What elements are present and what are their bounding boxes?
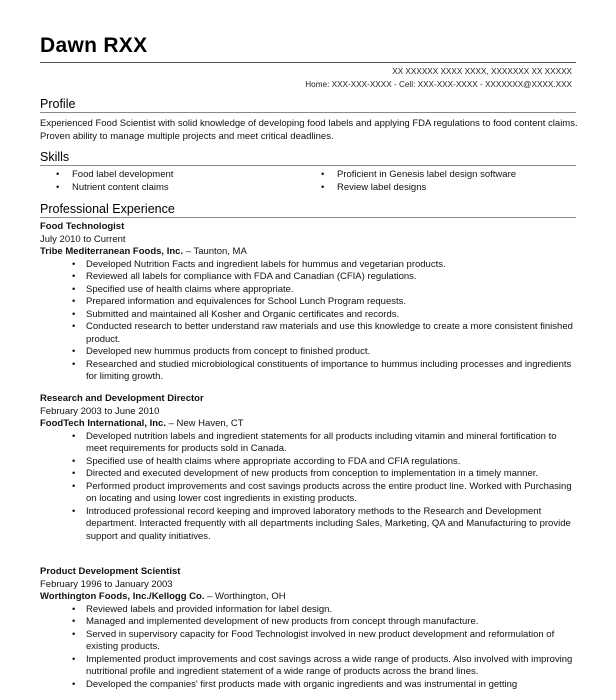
job-entry	[40, 393, 580, 543]
bullet-item: • Introduced professional record keeping and improved laboratory methods to the Research and Development department. Interacted frequently with all departments including Sales, Marketing, QA and Manufacturing to provide support and quality initiatives.	[72, 506, 580, 544]
skill-item: • Proficient in Genesis label design software	[321, 168, 571, 181]
bullet-item: • Submitted and maintained all Kosher and Organic certificates and records.	[72, 309, 580, 322]
bullet-item: • Conducted research to better understand raw materials and use this knowledge to create a more consistent finished product.	[72, 321, 580, 346]
skill-item: • Review label designs	[321, 181, 571, 194]
bullet-item: • Developed Nutrition Facts and ingredient labels for hummus and vegetarian products.	[72, 259, 580, 272]
bullet-item: • Managed and implemented development of new products from concept through manufacture.	[72, 616, 580, 629]
company-separator: –	[165, 418, 177, 429]
job-entry	[40, 221, 580, 384]
company-name: Tribe Mediterranean Foods, Inc.	[40, 246, 184, 257]
job-dates: February 2003 to June 2010	[40, 405, 160, 417]
bullet-item: • Implemented product improvements and cost savings across a wide range of products. Also involved with improving nutritional profile and ingredient statement of a wide range of products across the brand lines.	[72, 654, 580, 679]
bullet-item: • Directed and executed development of new products from conception to implementation in a timely manner.	[72, 468, 580, 481]
bullet-item: • Researched and studied microbiological constituents of importance to hummus including processes and ingredients for limiting growth.	[72, 359, 580, 384]
job-bullets	[40, 259, 580, 384]
company-line	[40, 246, 580, 259]
bullet-item: • Performed product improvements and cost savings products across the entire product line. Worked with Purchasing on locating and using lower cost ingredients in existing products.	[72, 481, 580, 506]
job-entry	[40, 566, 580, 691]
company-line	[40, 418, 580, 431]
job-bullets	[40, 604, 580, 692]
skills-heading: Skills	[40, 150, 576, 166]
company-location: Taunton, MA	[193, 246, 247, 257]
bullet-item: • Reviewed all labels for compliance with FDA and Canadian (CFIA) regulations.	[72, 271, 580, 284]
company-separator: –	[204, 591, 216, 602]
candidate-name: Dawn RXX	[40, 34, 148, 57]
job-title: Research and Development Director	[40, 393, 204, 404]
company-line	[40, 591, 580, 604]
bullet-item: • Developed nutrition labels and ingredient statements for all products including vitamin and mineral fortification to meet requirements for products sold in Canada.	[72, 431, 580, 456]
job-title: Product Development Scientist	[40, 566, 181, 577]
address-line: XX XXXXXX XXXX XXXX, XXXXXXX XX XXXXX	[392, 67, 572, 76]
bullet-item: • Prepared information and equivalences for School Lunch Program requests.	[72, 296, 580, 309]
skill-item: • Nutrient content claims	[56, 181, 321, 194]
skills-list	[56, 168, 576, 194]
bullet-item: • Developed new hummus products from concept to finished product.	[72, 346, 580, 359]
company-location: New Haven, CT	[176, 418, 244, 429]
job-bullets	[40, 431, 580, 544]
profile-text: Experienced Food Scientist with solid knowledge of developing food labels and applying FDA regulations to food content claims. Proven ability to manage multiple projects and meet critical deadlines.	[40, 118, 578, 142]
contact-line: Home: XXX-XXX-XXXX - Cell: XXX-XXX-XXXX - XXXXXXX@XXXX.XXX	[305, 80, 572, 89]
job-title: Food Technologist	[40, 221, 125, 232]
profile-heading: Profile	[40, 97, 576, 113]
company-name: FoodTech International, Inc.	[40, 418, 166, 429]
bullet-item: • Specified use of health claims where appropriate.	[72, 284, 580, 297]
bullet-item: • Served in supervisory capacity for Food Technologist involved in new product development and reformulation of existing products.	[72, 629, 580, 654]
company-name: Worthington Foods, Inc./Kellogg Co.	[40, 591, 205, 602]
experience-heading: Professional Experience	[40, 202, 576, 218]
header-divider	[40, 62, 576, 63]
company-location: Worthington, OH	[215, 591, 286, 602]
bullet-item: • Reviewed labels and provided information for label design.	[72, 604, 580, 617]
bullet-item: • Developed the companies' first products made with organic ingredients and was instrumental in getting	[72, 679, 580, 692]
job-dates: July 2010 to Current	[40, 233, 126, 245]
bullet-item: • Specified use of health claims where appropriate according to FDA and CFIA regulations.	[72, 456, 580, 469]
skill-item: • Food label development	[56, 168, 321, 181]
job-dates: February 1996 to January 2003	[40, 578, 173, 590]
company-separator: –	[183, 246, 194, 257]
